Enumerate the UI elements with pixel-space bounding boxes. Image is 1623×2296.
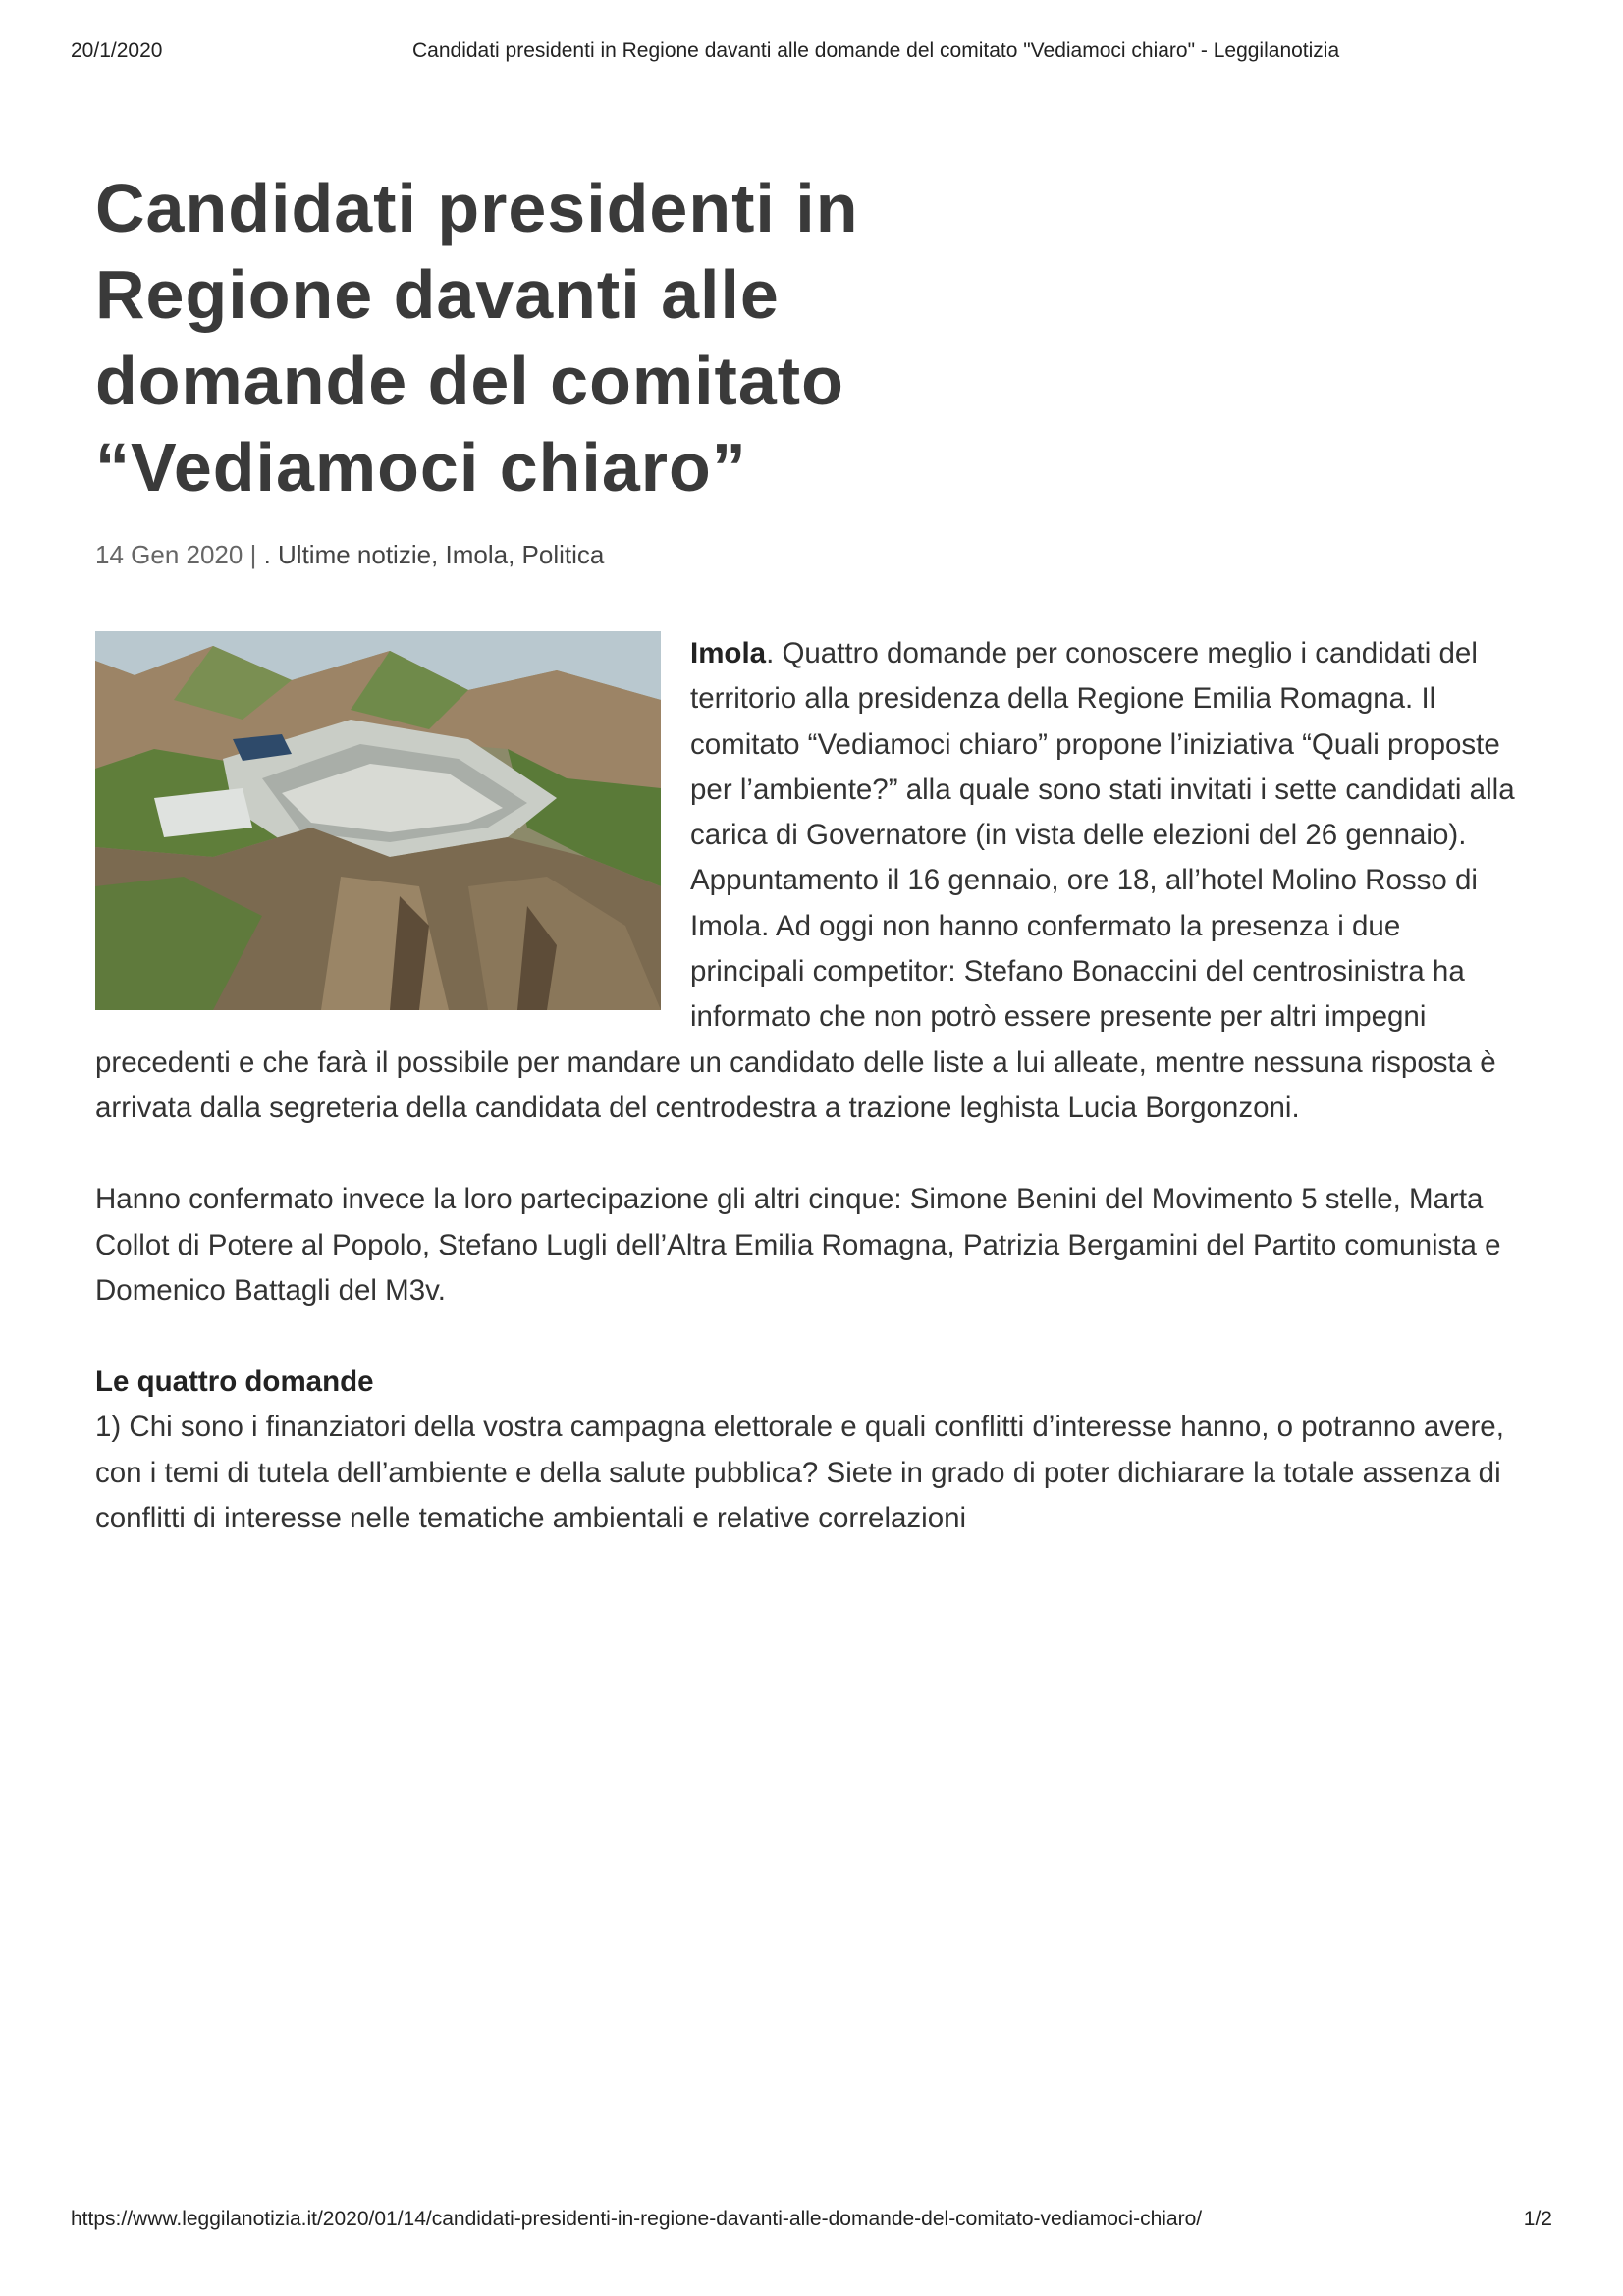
article-meta [95, 540, 1519, 570]
print-date: 20/1/2020 [71, 39, 163, 62]
paragraph-2: Hanno confermato invece la loro partecipazione gli altri cinque: Simone Benini del Movimento 5 stelle, Marta Collot di Potere al Popolo, Stefano Lugli dell’Altra Emilia Romagna, Patrizia Bergamini del Partito comunista e Domenico Battagli del M3v. [95, 1183, 1501, 1307]
meta-separator: | [243, 540, 264, 569]
questions-block [95, 1360, 1519, 1541]
article-headline: Candidati presidenti in Regione davanti alle domande del comitato “Vediamoci chiaro” [95, 170, 859, 506]
questions-heading: Le quattro domande [95, 1365, 374, 1399]
article-date: 14 Gen 2020 [95, 540, 243, 569]
print-header [71, 39, 1552, 69]
lead-image[interactable] [95, 631, 661, 1010]
paragraph-1-text: . Quattro domande per conoscere meglio i candidati del territorio alla presidenza della Regione Emilia Romagna. Il comitato “Vediamoci chiaro” propone l’iniziativa “Quali proposte per l’ambiente?” alla quale sono stati invitati i sette candidati alla carica di Governatore (in vista delle elezioni del 26 gennaio). Appuntamento il 16 gennaio, ore 18, all’hotel Molino Rosso di Imola. Ad oggi non hanno confermato la presenza i due principali competitor: Stefano Bonaccini del centrosinistra ha informato che non potrò essere presente per altri impegni precedenti e che farà il possibile per mandare un candidato delle liste a lui alleate, mentre nessuna risposta è arrivata dalla segreteria della candidata del centrodestra a trazione leghista Lucia Borgonzoni. [95, 637, 1515, 1124]
print-footer [71, 2208, 1552, 2237]
article-categories[interactable]: . Ultime notizie, Imola, Politica [263, 540, 605, 569]
article-body [95, 631, 1519, 1541]
print-url[interactable]: https://www.leggilanotizia.it/2020/01/14/candidati-presidenti-in-regione-davanti-alle-domande-del-comitato-vediamoci-chiaro/ [71, 2208, 1203, 2230]
article [95, 165, 1519, 1587]
page-number: 1/2 [1523, 2208, 1552, 2230]
lead-location: Imola [690, 637, 767, 669]
print-page-title: Candidati presidenti in Regione davanti alle domande del comitato "Vediamoci chiaro" - Leggilanotizia [412, 39, 1340, 62]
question-1: 1) Chi sono i finanziatori della vostra campagna elettorale e quali conflitti d’interesse hanno, o potranno avere, con i temi di tutela dell’ambiente e della salute pubblica? Siete in grado di poter dichiarare la totale assenza di conflitti di interesse nelle tematiche ambientali e relative correlazioni [95, 1411, 1504, 1535]
